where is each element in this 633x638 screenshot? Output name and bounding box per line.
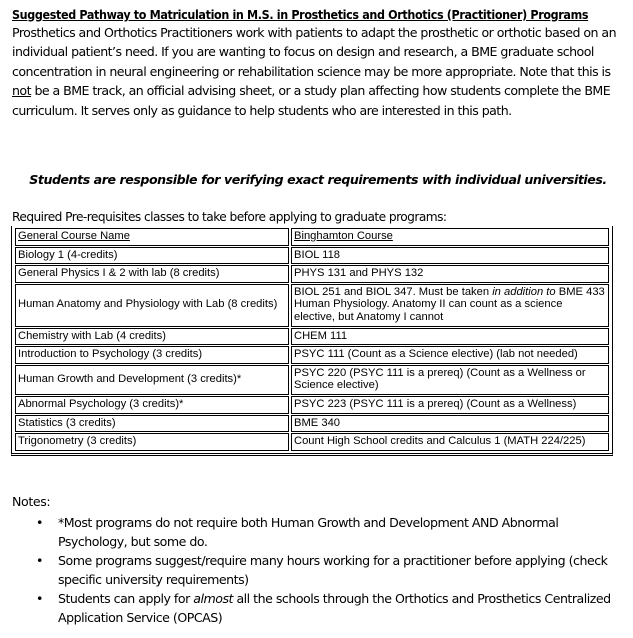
- header-binghamton-course: Binghamton Course: [291, 228, 609, 246]
- binghamton-course-cell: BME 340: [291, 415, 609, 433]
- table-row: [15, 433, 609, 451]
- table-row: [15, 328, 609, 346]
- prerequisites-table-frame: [11, 226, 613, 456]
- general-course-cell: Human Growth and Development (3 credits)*: [15, 365, 289, 395]
- cell-text-2: BME 433 Human Physiology. Anatomy II can count as a science elective, but Anatomy I cannot: [294, 285, 605, 323]
- notes-heading: Notes:: [12, 494, 51, 509]
- note-text: *Most programs do not require both Human Growth and Development AND Abnormal Psychology, but some do.: [58, 515, 559, 549]
- binghamton-course-cell: Count High School credits and Calculus 1 (MATH 224/225): [291, 433, 609, 451]
- verification-warning: Students are responsible for verifying exact requirements with individual universities.: [29, 172, 607, 187]
- general-course-cell: Abnormal Psychology (3 credits)*: [15, 396, 289, 414]
- binghamton-course-cell: PSYC 223 (PSYC 111 is a prereq) (Count as a Wellness): [291, 396, 609, 414]
- intro-paragraph: [12, 23, 624, 120]
- note-text: Some programs suggest/require many hours working for a practitioner before applying (check specific university requirements): [58, 553, 608, 587]
- cell-text-1: BIOL 251 and BIOL 347. Must be taken: [294, 285, 493, 298]
- table-row: [15, 415, 609, 433]
- general-course-cell: Trigonometry (3 credits): [15, 433, 289, 451]
- intro-text-2: be a BME track, an official advising sheet, or a study plan affecting how students complete the BME curriculum. It serves only as guidance to help students who are interested in this path.: [12, 83, 611, 118]
- notes-list: [12, 513, 624, 627]
- table-row: [15, 346, 609, 364]
- cell-emphasis: in addition to: [492, 285, 556, 298]
- note-item: [12, 513, 624, 551]
- general-course-cell: Introduction to Psychology (3 credits): [15, 346, 289, 364]
- table-row: [15, 265, 609, 283]
- note-emphasis: almost: [193, 591, 233, 606]
- general-course-cell: Biology 1 (4-credits): [15, 247, 289, 265]
- general-course-cell: Statistics (3 credits): [15, 415, 289, 433]
- note-text-1: Students can apply for: [58, 591, 194, 606]
- general-course-cell: Human Anatomy and Physiology with Lab (8 credits): [15, 284, 289, 327]
- binghamton-course-cell: BIOL 118: [291, 247, 609, 265]
- binghamton-course-cell: PSYC 220 (PSYC 111 is a prereq) (Count as a Wellness or Science elective): [291, 365, 609, 395]
- table-row: [15, 396, 609, 414]
- note-item: [12, 551, 624, 589]
- binghamton-course-cell: PSYC 111 (Count as a Science elective) (lab not needed): [291, 346, 609, 364]
- bullet-icon: •: [36, 553, 43, 568]
- header-general-course: General Course Name: [15, 228, 289, 246]
- table-row: [15, 284, 609, 327]
- intro-text-1: Prosthetics and Orthotics Practitioners work with patients to adapt the prosthetic or orthotic based on an individual patient’s need. If you are wanting to focus on design and research, a BME graduate school concentration in neural engineering or rehabilitation science may be more appropriate. Note that this is: [12, 25, 617, 79]
- document: [12, 6, 624, 625]
- general-course-cell: General Physics I & 2 with lab (8 credits): [15, 265, 289, 283]
- document-title: Suggested Pathway to Matriculation in M.S. in Prosthetics and Orthotics (Practitioner) Programs: [12, 7, 589, 22]
- table-row: [15, 365, 609, 395]
- note-item: [12, 589, 624, 627]
- bullet-icon: •: [36, 515, 43, 530]
- binghamton-course-cell: PHYS 131 and PHYS 132: [291, 265, 609, 283]
- intro-emphasis: not: [12, 83, 31, 99]
- prerequisites-label: Required Pre-requisites classes to take before applying to graduate programs:: [12, 210, 447, 224]
- table-row: [15, 247, 609, 265]
- table-header-row: [15, 228, 609, 246]
- binghamton-course-cell: CHEM 111: [291, 328, 609, 346]
- note-text-2: all the schools through the Orthotics and Prosthetics Centralized Application Service (OPCAS): [58, 591, 611, 625]
- bullet-icon: •: [36, 591, 43, 606]
- general-course-cell: Chemistry with Lab (4 credits): [15, 328, 289, 346]
- prerequisites-table: [13, 227, 611, 452]
- binghamton-course-cell: [291, 284, 609, 327]
